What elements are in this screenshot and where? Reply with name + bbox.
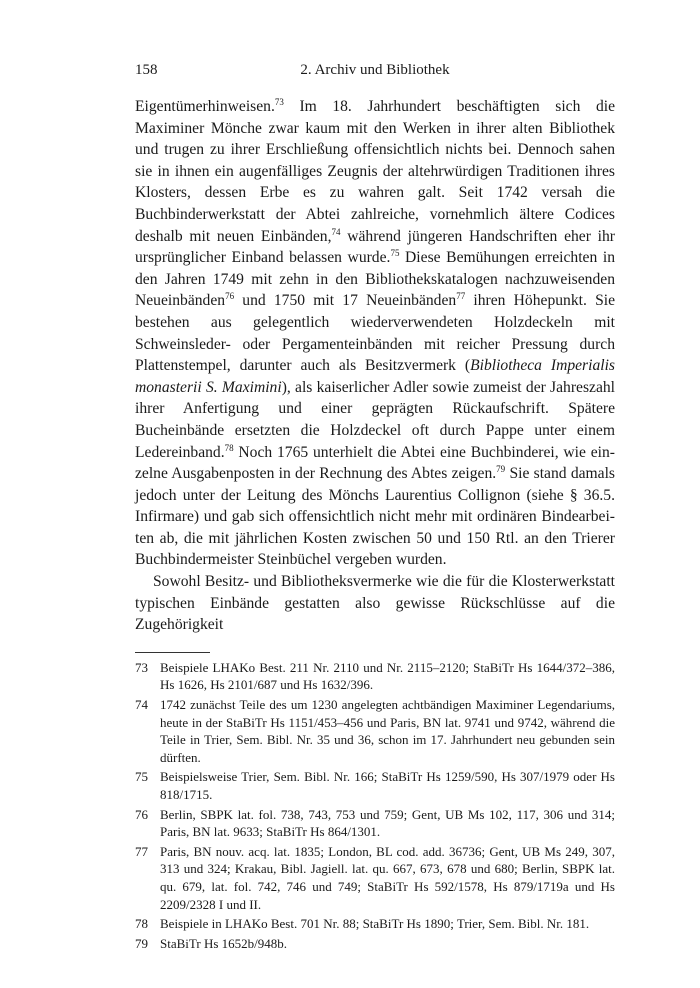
text-run: Eigentümerhinweisen.: [135, 98, 275, 115]
italic-inscription: Bibliotheca Imperialis monasterii S. Maximini: [135, 357, 615, 396]
footnote-divider: [135, 652, 210, 653]
footnote-ref-79: 79: [496, 463, 506, 474]
footnote-ref-78: 78: [224, 442, 234, 453]
footnote-number: 77: [135, 843, 148, 859]
footnote-ref-75: 75: [390, 247, 400, 258]
footnote-ref-74: 74: [331, 226, 341, 237]
footnote-text: Paris, BN nouv. acq. lat. 1835; London, BL cod. add. 36736; Gent, UB Ms 249, 307, 313 und 324; Krakau, Bibl. Jagiell. lat. qu. 667, 673, 678 und 680; Berlin, SBPK lat. qu. 679, lat. fol. 742, 746 und 749; StaBiTr Hs 592/1578, Hs 879/1719a und Hs 2209/2328 I und II.: [160, 843, 615, 912]
text-run: und 1750 mit 17 Neueinbänden: [234, 292, 457, 310]
text-run: ihren Höhepunkt. Sie bestehen aus gelegentlich wiederverwendeten Holzdeckeln mit Schweinsleder- oder Pergamenteinbänden mit reicher Pressung durch Plattenstempel, darunter auch als Besitzvermerk (: [135, 292, 615, 375]
text-run: während jüngeren Handschriften eher ihr ursprünglicher Einband belassen wurde.: [135, 227, 615, 267]
running-head: 2. Archiv und Bibliothek: [300, 62, 450, 78]
footnote-text: Berlin, SBPK lat. fol. 738, 743, 753 und 759; Gent, UB Ms 102, 117, 306 und 314; Paris, BN lat. 9633; StaBiTr Hs 864/1301.: [160, 806, 615, 840]
main-text: [135, 96, 615, 636]
footnote: [135, 915, 615, 933]
text-run: Im 18. Jahrhundert beschäftigten sich die Maximiner Mönche zwar kaum mit den Werken in ihrer alten Bibliothek und trugen zu ihrer Erschließung offensichtlich nichts bei. Dennoch sahen sie in ihnen ein augenfälliges Zeugnis der altehrwürdigen Traditionen ihres Klosters, dessen Erbe es zu wahren galt. Seit 1742 versah die Buchbinderwerkstatt der Abtei zahlreiche, vornehmlich ältere Codices deshalb mit neuen Einbänden,: [135, 98, 615, 245]
paragraph-1: [135, 96, 615, 571]
text-run: Sie stand damals jedoch unter der Leitung des Mönchs Laurentius Collignon (siehe § 36.5. Infirmare) und gab sich offensichtlich nicht mehr mit ordinären Bindearbeiten ab, die mit jährlichen Kosten zwischen 50 und 150 Rtl. an den Trierer Buchbindermeister Steinbüchel vergeben wurden.: [135, 465, 615, 569]
footnote: [135, 696, 615, 766]
footnote: [135, 806, 615, 841]
paragraph-2: Sowohl Besitz- und Bibliotheksvermerke wie die für die Klosterwerkstatt typischen Einbände gestatten also gewisse Rückschlüsse auf die Zugehörigkeit: [135, 573, 615, 634]
footnote-ref-77: 77: [456, 291, 466, 302]
footnote-text: 1742 zunächst Teile des um 1230 angelegten achtbändigen Maximiner Legendariums, heute in der StaBiTr Hs 1151/453–456 und Paris, BN lat. 9741 und 9742, während die Teile in Trier, Sem. Bibl. Nr. 35 und 36, schon im 17. Jahrhundert neu gebunden sein dürften.: [160, 697, 615, 765]
footnote-number: 75: [135, 769, 148, 785]
footnote-text: Beispiele in LHAKo Best. 701 Nr. 88; StaBiTr Hs 1890; Trier, Sem. Bibl. Nr. 181.: [160, 916, 590, 932]
footnote: [135, 768, 615, 803]
footnote: [135, 843, 615, 913]
footnote-ref-76: 76: [225, 291, 235, 302]
footnotes: [135, 659, 615, 953]
text-run: Diese Bemühungen erreichten in den Jahren 1749 mit zehn in den Bibliothekskatalogen nachzuweisenden Neueinbänden: [135, 249, 615, 310]
footnote-text: StaBiTr Hs 1652b/948b.: [160, 935, 288, 951]
footnote-ref-73: 73: [274, 96, 284, 107]
footnote-number: 74: [135, 697, 148, 713]
page-header: [135, 62, 615, 84]
text-run: ), als kaiserlicher Adler sowie zumeist der Jahreszahl ihrer Anfertigung und einer geprägten Rückaufschrift. Spätere Bucheinbände ersetzten die Holzdeckel oft durch Pappe unter einem Ledereinband.: [135, 378, 616, 461]
footnote-number: 78: [135, 916, 148, 932]
footnote-number: 79: [135, 935, 148, 951]
footnote-number: 76: [135, 806, 148, 822]
text-run: Noch 1765 unterhielt die Abtei eine Buchbinderei, wie einzelne Ausgabenposten in der Rechnung des Abtes zeigen.: [135, 443, 615, 483]
footnote-number: 73: [135, 659, 148, 675]
page-number: 158: [135, 62, 158, 78]
footnote: [135, 659, 615, 694]
footnote-text: Beispielsweise Trier, Sem. Bibl. Nr. 166; StaBiTr Hs 1259/590, Hs 307/1979 oder Hs 818/1715.: [160, 769, 615, 802]
footnote: [135, 935, 615, 953]
footnote-text: Beispiele LHAKo Best. 211 Nr. 2110 und Nr. 2115–2120; StaBiTr Hs 1644/372–386, Hs 1626, Hs 2101/687 und Hs 1632/396.: [160, 659, 615, 693]
book-page: [135, 62, 615, 954]
